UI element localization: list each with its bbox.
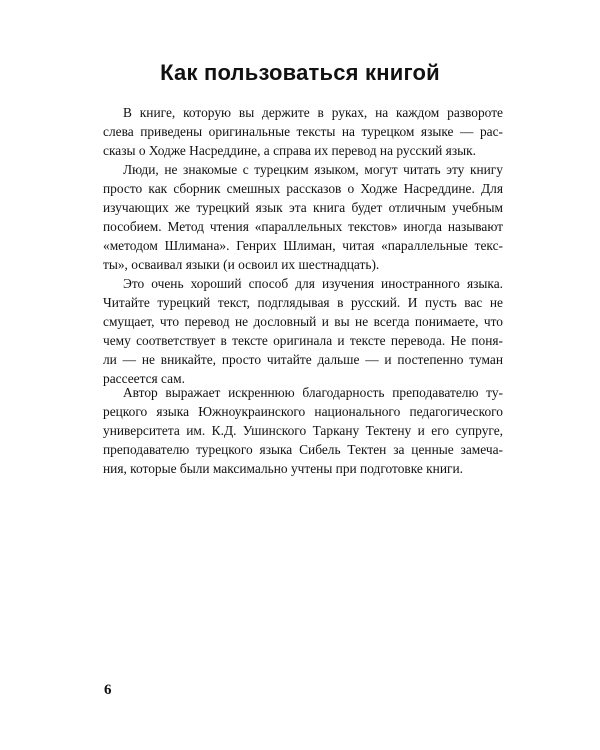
text-line: изучающих же турецкий язык эта книга будет отличным учебным [103, 200, 503, 215]
text-line: Автор выражает искреннюю благодарность преподавателю ту- [123, 385, 503, 400]
paragraph-intro-3 [103, 274, 503, 388]
text-line: рассеется сам. [103, 371, 185, 386]
intro-text [103, 103, 503, 388]
paragraph-acknowledgements [103, 383, 503, 478]
text-line: пособием. Метод чтения «параллельных текстов» иногда называют [103, 219, 503, 234]
text-line: рецкого языка Южноукраинского национального педагогического [103, 404, 503, 419]
page-number: 6 [104, 682, 112, 698]
text-line: слева приведены оригинальные тексты на турецком языке — рас- [103, 124, 503, 139]
text-line: Читайте турецкий текст, подглядывая в русский. И пусть вас не [103, 295, 503, 310]
page-title: Как пользоваться книгой [160, 60, 440, 85]
paragraph-intro-1 [103, 103, 503, 160]
text-line: В книге, которую вы держите в руках, на каждом развороте [123, 105, 503, 120]
text-line: смущает, что перевод не дословный и вы не всегда понимаете, что [103, 314, 503, 329]
text-line: «методом Шлимана». Генрих Шлиман, читая «параллельные текс- [103, 238, 503, 253]
paragraph-intro-2 [103, 160, 503, 274]
text-line: Это очень хороший способ для изучения иностранного языка. [123, 276, 503, 291]
text-line: преподавателю турецкого языка Сибель Тектен за ценные замеча- [103, 442, 503, 457]
acknowledgements-text [103, 383, 503, 478]
text-line: чему соответствует в тексте оригинала и тексте перевода. Не поня- [103, 333, 503, 348]
text-line: университета им. К.Д. Ушинского Таркану Тектену и его супруге, [103, 423, 503, 438]
text-line: Люди, не знакомые с турецким языком, могут читать эту книгу [123, 162, 503, 177]
text-line: сказы о Ходже Насреддине, а справа их перевод на русский язык. [103, 143, 476, 158]
text-line: просто как сборник смешных рассказов о Ходже Насреддине. Для [103, 181, 503, 196]
text-line: ты», осваивал языки (и освоил их шестнадцать). [103, 257, 380, 272]
text-line: ния, которые были максимально учтены при подготовке книги. [103, 461, 464, 476]
text-line: ли — не вникайте, просто читайте дальше — и постепенно туман [103, 352, 503, 367]
